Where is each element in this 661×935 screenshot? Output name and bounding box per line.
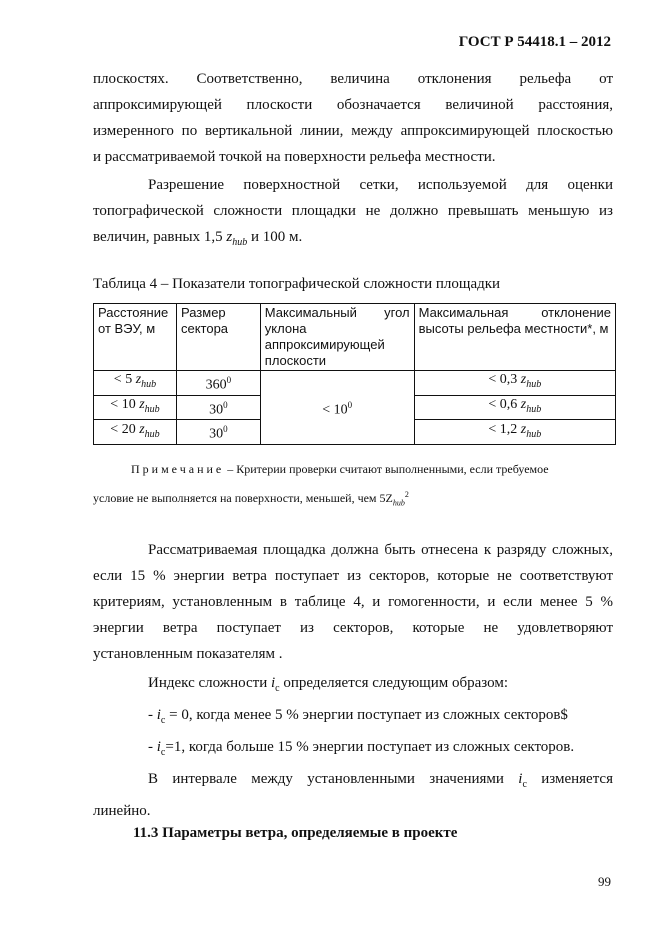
index-subscript: c bbox=[160, 747, 166, 758]
z-hub-symbol: z bbox=[226, 229, 233, 245]
cell-text: 30 bbox=[209, 426, 224, 442]
degree-mark: 0 bbox=[223, 424, 228, 435]
index-symbol: i bbox=[156, 739, 161, 755]
cell-deviation bbox=[414, 371, 615, 396]
index-symbol: i bbox=[518, 771, 523, 787]
cell-distance bbox=[94, 420, 177, 445]
index-line bbox=[93, 702, 613, 734]
hub-subscript: hub bbox=[232, 237, 248, 248]
squared-mark: 2 bbox=[404, 490, 409, 499]
hub-subscript: hub bbox=[144, 403, 160, 415]
paragraph-2-line bbox=[93, 224, 613, 256]
index-line bbox=[93, 670, 613, 702]
index-subscript: c bbox=[522, 779, 527, 790]
note-text: условие не выполняется на поверхности, меньшей, чем 5Z bbox=[93, 491, 393, 505]
paragraph-2-line: топографической сложности площадки не должно превышать меньшую из bbox=[93, 203, 613, 219]
paragraph-1-line: и рассматриваемой точкой на поверхности рельефа местности. bbox=[93, 149, 496, 165]
text-run: - bbox=[148, 707, 157, 723]
hub-subscript: hub bbox=[526, 403, 542, 415]
paragraph-1 bbox=[93, 66, 613, 170]
text-run: =1, когда больше 15 % энергии поступает из сложных секторов. bbox=[165, 739, 575, 755]
z-hub-symbol: z bbox=[520, 397, 527, 413]
cell-text: < 10 bbox=[110, 397, 140, 413]
cell-text: < 1,2 bbox=[488, 421, 521, 437]
text-run: изменяется bbox=[526, 771, 613, 787]
table-caption: Таблица 4 – Показатели топографической сложности площадки bbox=[93, 276, 501, 292]
cell-deviation bbox=[414, 395, 615, 420]
text-run: Индекс сложности bbox=[148, 675, 271, 691]
topography-table bbox=[93, 303, 616, 445]
paragraph-2 bbox=[93, 172, 613, 256]
index-subscript: c bbox=[160, 715, 166, 726]
note-label: Примечание bbox=[131, 462, 225, 476]
cell-sector bbox=[176, 371, 260, 396]
paragraph-3-line: установленным показателям . bbox=[93, 646, 283, 662]
index-subscript: c bbox=[275, 683, 280, 694]
text-run: В интервале между установленными значениями bbox=[148, 771, 519, 787]
text-run: - bbox=[148, 739, 157, 755]
cell-distance bbox=[94, 395, 177, 420]
cell-text: 360 bbox=[205, 377, 227, 393]
z-hub-symbol: z bbox=[135, 372, 142, 388]
cell-distance bbox=[94, 371, 177, 396]
cell-text: 30 bbox=[209, 402, 224, 418]
note-line bbox=[93, 456, 615, 482]
hub-subscript: hub bbox=[392, 498, 405, 508]
section-heading: 11.3 Параметры ветра, определяемые в проекте bbox=[133, 825, 458, 841]
text-run: определяется следующим образом: bbox=[279, 675, 509, 691]
cell-text: < 0,3 bbox=[488, 372, 521, 388]
paragraph-1-line: аппроксимирующей плоскости обозначается величиной расстояния, bbox=[93, 97, 613, 113]
complexity-index-block bbox=[93, 670, 613, 824]
cell-text: < 5 bbox=[113, 372, 136, 388]
document-header: ГОСТ Р 54418.1 – 2012 bbox=[458, 34, 611, 50]
note-text: – Критерии проверки считают выполненными, если требуемое bbox=[224, 462, 549, 476]
z-hub-symbol: z bbox=[520, 372, 527, 388]
index-symbol: i bbox=[156, 707, 161, 723]
cell-sector bbox=[176, 420, 260, 445]
hub-subscript: hub bbox=[526, 428, 542, 440]
header-cell-distance: Расстояние от ВЭУ, м bbox=[94, 304, 177, 371]
text-run: = 0, когда менее 5 % энергии поступает из сложных секторов$ bbox=[165, 707, 568, 723]
z-hub-symbol: z bbox=[139, 421, 145, 437]
cell-text: < 0,6 bbox=[488, 397, 521, 413]
paragraph-1-line: измеренного по вертикальной линии, между аппроксимирующей плоскостью bbox=[93, 123, 613, 139]
hub-subscript: hub bbox=[526, 379, 542, 391]
table-note bbox=[93, 456, 615, 516]
text-run: величин, равных 1,5 bbox=[93, 229, 227, 245]
cell-deviation bbox=[414, 420, 615, 445]
cell-text: < 10 bbox=[322, 402, 348, 418]
z-hub-symbol: z bbox=[139, 397, 145, 413]
header-cell-sector: Размер сектора bbox=[176, 304, 260, 371]
page-number: 99 bbox=[598, 874, 611, 889]
degree-mark: 0 bbox=[226, 375, 232, 385]
index-line: линейно. bbox=[93, 803, 151, 819]
cell-angle bbox=[260, 371, 414, 445]
cell-text: < 20 bbox=[110, 421, 140, 437]
text-run: и 100 м. bbox=[247, 229, 303, 245]
degree-mark: 0 bbox=[347, 399, 353, 410]
paragraph-3-line: Рассматриваемая площадка должна быть отнесена к разряду сложных, bbox=[148, 542, 613, 558]
paragraph-1-line: плоскостях. Соответственно, величина отклонения рельефа от bbox=[93, 71, 613, 87]
index-symbol: i bbox=[271, 675, 276, 691]
table-header-row bbox=[94, 304, 616, 371]
table-row bbox=[94, 371, 616, 396]
paragraph-3-line: критериям, установленным в таблице 4, и гомогенности, и если менее 5 % bbox=[93, 594, 613, 610]
degree-mark: 0 bbox=[223, 399, 228, 410]
paragraph-3-line: если 15 % энергии ветра поступает из секторов, которые не соответствуют bbox=[93, 568, 613, 584]
hub-subscript: hub bbox=[144, 428, 160, 440]
index-line bbox=[93, 766, 613, 798]
index-line bbox=[93, 734, 613, 766]
cell-sector bbox=[176, 395, 260, 420]
hub-subscript: hub bbox=[141, 379, 157, 391]
paragraph-3-line: энергии ветра поступает из секторов, которые не удовлетворяют bbox=[93, 620, 613, 636]
z-hub-symbol: z bbox=[520, 421, 527, 437]
paragraph-2-line: Разрешение поверхностной сетки, используемой для оценки bbox=[148, 177, 613, 193]
note-line bbox=[93, 482, 615, 516]
header-cell-deviation: Максимальная отклонение высоты рельефа местности*, м bbox=[414, 304, 615, 371]
paragraph-3 bbox=[93, 537, 613, 667]
header-cell-angle: Максимальный угол уклона аппроксимирующей плоскости bbox=[260, 304, 414, 371]
